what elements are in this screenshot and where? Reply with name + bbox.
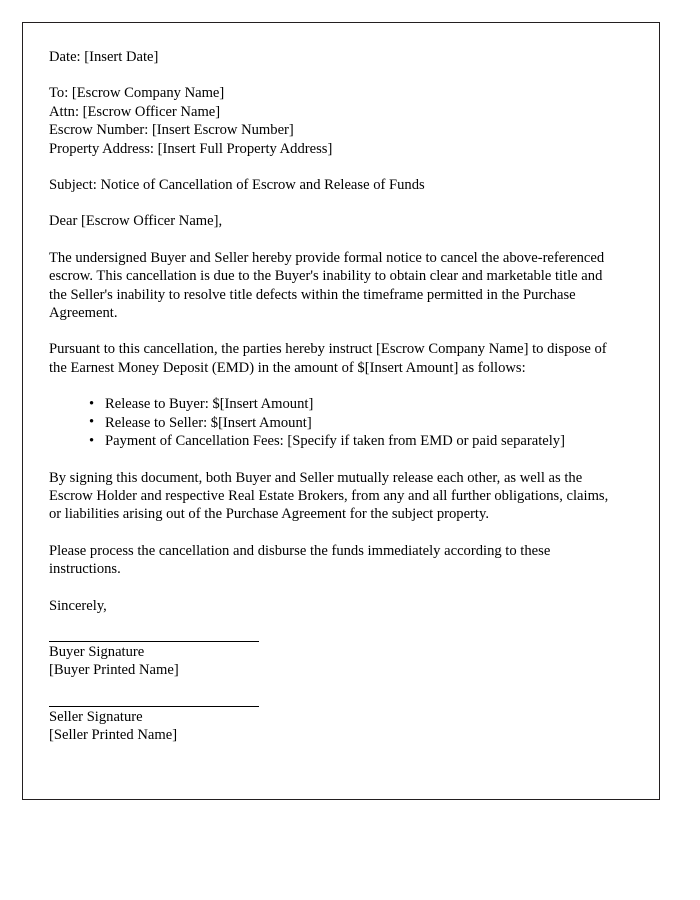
list-item: • Release to Seller: $[Insert Amount]: [89, 414, 615, 432]
recipient-attn: Attn: [Escrow Officer Name]: [49, 103, 221, 120]
recipient-escrow-number: Escrow Number: [Insert Escrow Number]: [49, 122, 294, 139]
body-paragraph-1: The undersigned Buyer and Seller hereby provide formal notice to cancel the above-referenced escrow. This cancellation is due to the Buyer's inability to obtain clear and marketable title and the Seller's inability to resolve title defects within the timeframe permitted in the Purchase Agreement.: [49, 249, 605, 322]
subject-line: Subject: Notice of Cancellation of Escrow and Release of Funds: [49, 177, 425, 194]
body-paragraph-3: By signing this document, both Buyer and Seller mutually release each other, as well as the Escrow Holder and respective Real Estate Brokers, from any and all further obligations, claims, or liabilities arising out of the Purchase Agreement for the subject property.: [49, 469, 609, 523]
buyer-signature-line[interactable]: [49, 641, 259, 642]
recipient-to: To: [Escrow Company Name]: [49, 85, 225, 102]
disbursement-list: [49, 395, 615, 450]
date-line: Date: [Insert Date]: [49, 49, 159, 65]
seller-signature-label: Seller Signature: [49, 708, 143, 725]
seller-printed-name-label: [Seller Printed Name]: [49, 727, 178, 744]
body-paragraph-2: Pursuant to this cancellation, the parties hereby instruct [Escrow Company Name] to dispose of the Earnest Money Deposit (EMD) in the amount of $[Insert Amount] as follows:: [49, 341, 607, 376]
seller-signature-block: [49, 706, 615, 745]
recipient-property-address: Property Address: [Insert Full Property Address]: [49, 140, 333, 157]
letter-body: [49, 48, 615, 755]
buyer-printed-name-label: [Buyer Printed Name]: [49, 662, 179, 679]
closing-salutation: Sincerely,: [49, 597, 107, 614]
seller-signature-line[interactable]: [49, 706, 259, 707]
buyer-signature-label: Buyer Signature: [49, 643, 145, 660]
list-item: • Payment of Cancellation Fees: [Specify if taken from EMD or paid separately]: [89, 432, 615, 450]
buyer-signature-block: [49, 641, 615, 680]
body-paragraph-4: Please process the cancellation and disburse the funds immediately according to these instructions.: [49, 542, 551, 578]
document-page: [22, 22, 660, 800]
recipient-block: [49, 84, 615, 158]
list-item: • Release to Buyer: $[Insert Amount]: [89, 395, 615, 413]
salutation: Dear [Escrow Officer Name],: [49, 213, 223, 230]
